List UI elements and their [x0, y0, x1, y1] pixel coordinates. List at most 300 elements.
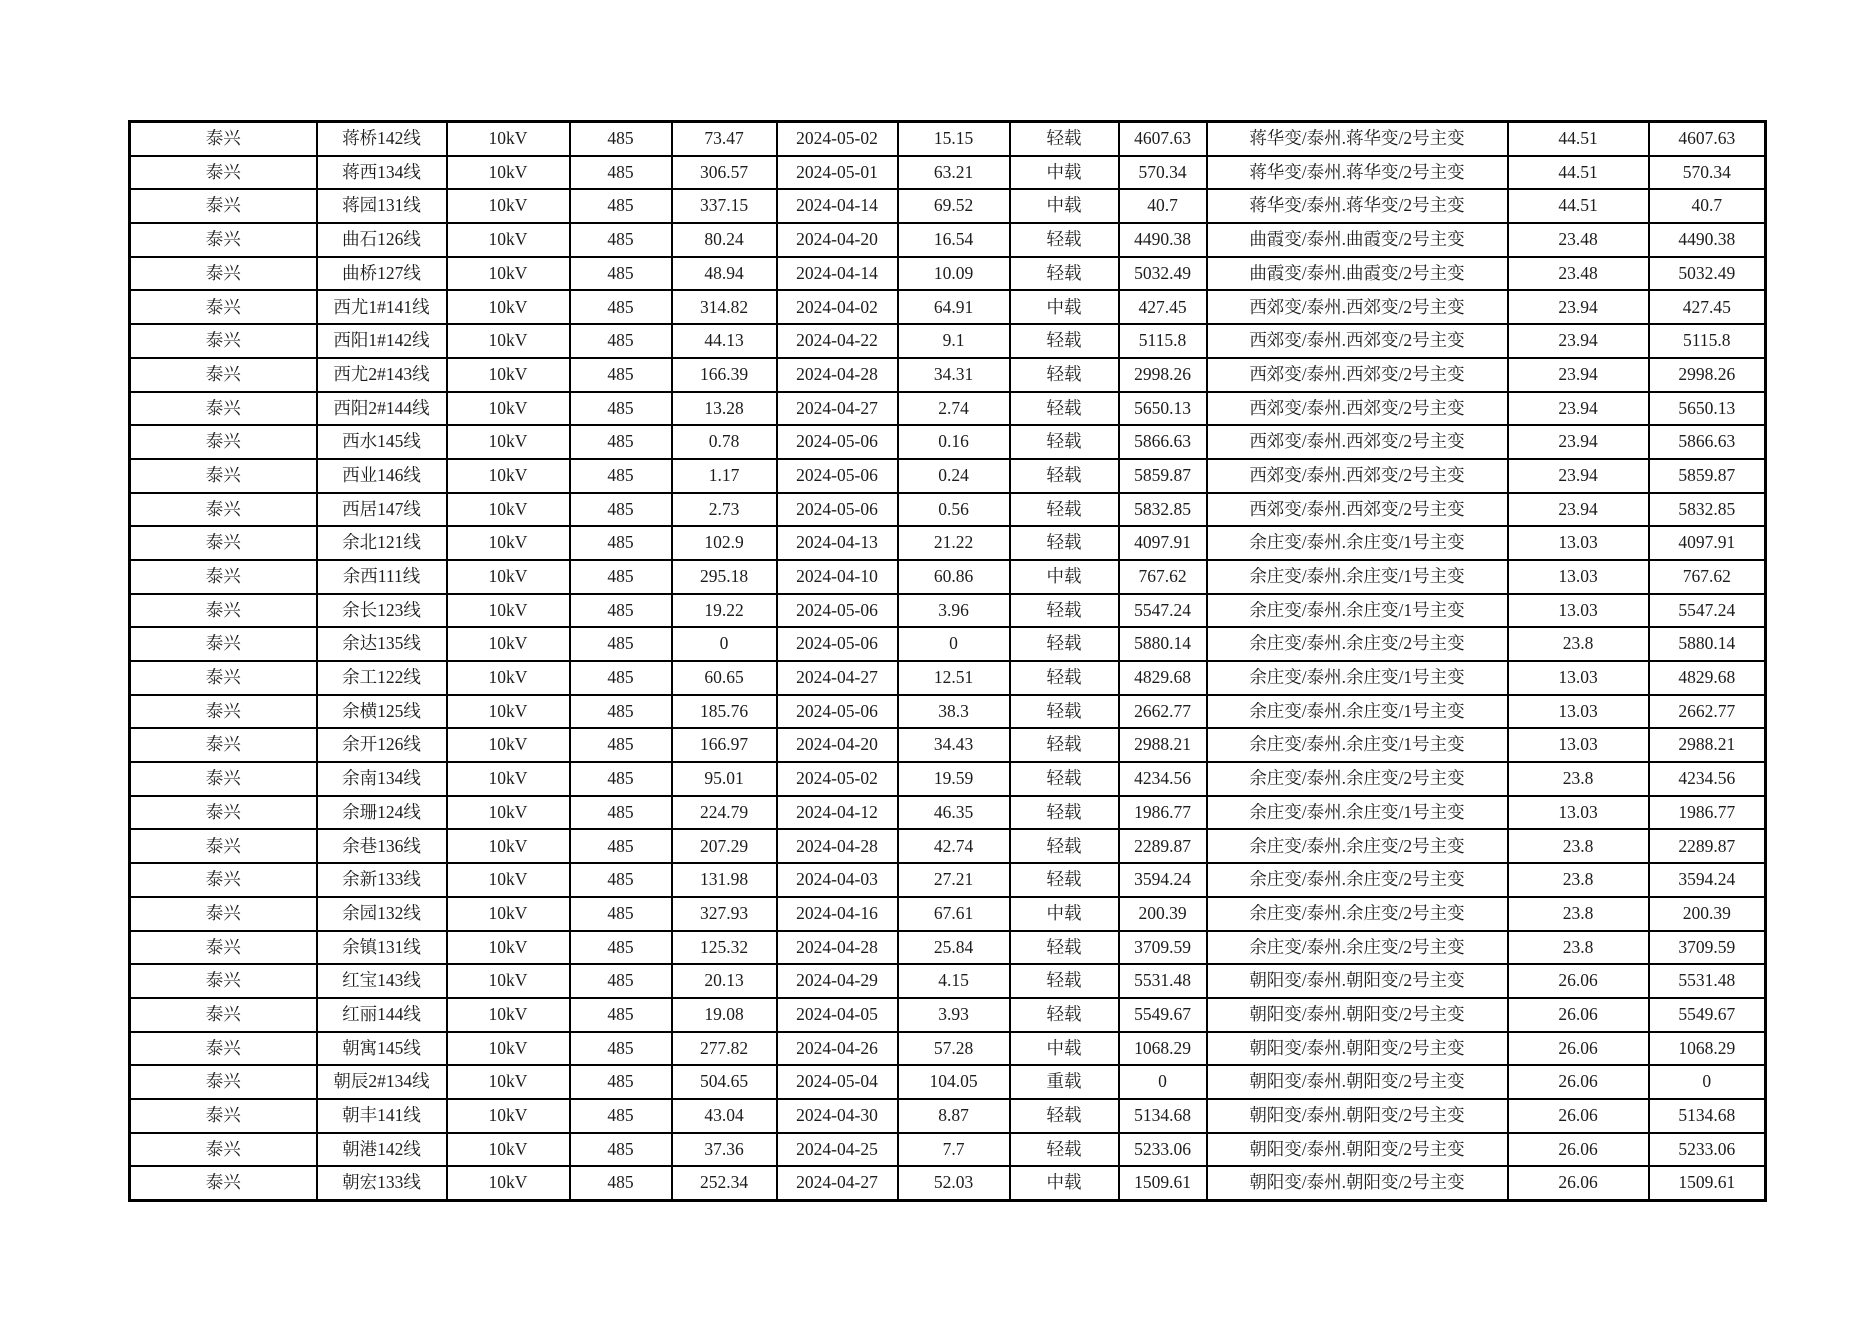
cell-load-rate: 19.59 — [898, 762, 1010, 796]
table-row — [130, 863, 1766, 897]
cell-transformer-load-rate: 23.94 — [1508, 290, 1649, 324]
cell-feeder-id: 485 — [570, 156, 672, 190]
cell-line-name: 余西111线 — [317, 560, 447, 594]
cell-transformer-load-rate: 23.94 — [1508, 392, 1649, 426]
cell-load-rate: 67.61 — [898, 897, 1010, 931]
cell-transformer-margin: 5032.49 — [1649, 257, 1766, 291]
cell-line-name: 余镇131线 — [317, 931, 447, 965]
cell-transformer-margin: 0 — [1649, 1065, 1766, 1099]
cell-date: 2024-04-13 — [777, 526, 898, 560]
table-row — [130, 257, 1766, 291]
cell-load-status: 轻载 — [1010, 863, 1119, 897]
cell-transformer-margin: 3594.24 — [1649, 863, 1766, 897]
cell-load-status: 重载 — [1010, 1065, 1119, 1099]
cell-city: 泰兴 — [130, 762, 317, 796]
cell-city: 泰兴 — [130, 358, 317, 392]
cell-voltage: 10kV — [447, 156, 570, 190]
cell-transformer-margin: 4607.63 — [1649, 122, 1766, 156]
cell-transformer-margin: 5866.63 — [1649, 425, 1766, 459]
cell-margin-value: 767.62 — [1119, 560, 1207, 594]
cell-power-value: 295.18 — [672, 560, 777, 594]
cell-margin-value: 4490.38 — [1119, 223, 1207, 257]
cell-margin-value: 5233.06 — [1119, 1133, 1207, 1167]
cell-transformer-path: 朝阳变/泰州.朝阳变/2号主变 — [1207, 998, 1508, 1032]
cell-load-rate: 52.03 — [898, 1166, 1010, 1200]
cell-city: 泰兴 — [130, 156, 317, 190]
cell-power-value: 314.82 — [672, 290, 777, 324]
cell-load-rate: 12.51 — [898, 661, 1010, 695]
cell-power-value: 131.98 — [672, 863, 777, 897]
cell-margin-value: 5880.14 — [1119, 627, 1207, 661]
cell-date: 2024-04-14 — [777, 189, 898, 223]
cell-voltage: 10kV — [447, 661, 570, 695]
cell-date: 2024-04-20 — [777, 223, 898, 257]
cell-line-name: 朝辰2#134线 — [317, 1065, 447, 1099]
cell-margin-value: 2998.26 — [1119, 358, 1207, 392]
table-row — [130, 998, 1766, 1032]
cell-load-status: 轻载 — [1010, 964, 1119, 998]
cell-line-name: 蒋园131线 — [317, 189, 447, 223]
table-row — [130, 897, 1766, 931]
cell-margin-value: 200.39 — [1119, 897, 1207, 931]
cell-transformer-margin: 2998.26 — [1649, 358, 1766, 392]
cell-feeder-id: 485 — [570, 1133, 672, 1167]
cell-feeder-id: 485 — [570, 863, 672, 897]
cell-load-rate: 0 — [898, 627, 1010, 661]
cell-city: 泰兴 — [130, 526, 317, 560]
cell-transformer-path: 朝阳变/泰州.朝阳变/2号主变 — [1207, 1133, 1508, 1167]
cell-margin-value: 0 — [1119, 1065, 1207, 1099]
cell-date: 2024-04-05 — [777, 998, 898, 1032]
cell-feeder-id: 485 — [570, 796, 672, 830]
cell-margin-value: 5866.63 — [1119, 425, 1207, 459]
cell-load-status: 轻载 — [1010, 122, 1119, 156]
cell-margin-value: 1509.61 — [1119, 1166, 1207, 1200]
cell-transformer-path: 西郊变/泰州.西郊变/2号主变 — [1207, 493, 1508, 527]
cell-date: 2024-04-28 — [777, 358, 898, 392]
cell-load-rate: 46.35 — [898, 796, 1010, 830]
cell-city: 泰兴 — [130, 257, 317, 291]
cell-load-rate: 21.22 — [898, 526, 1010, 560]
cell-voltage: 10kV — [447, 526, 570, 560]
cell-load-status: 轻载 — [1010, 998, 1119, 1032]
cell-transformer-path: 余庄变/泰州.余庄变/1号主变 — [1207, 560, 1508, 594]
cell-date: 2024-04-14 — [777, 257, 898, 291]
cell-transformer-margin: 5531.48 — [1649, 964, 1766, 998]
table-row — [130, 661, 1766, 695]
cell-voltage: 10kV — [447, 459, 570, 493]
cell-line-name: 余长123线 — [317, 594, 447, 628]
cell-voltage: 10kV — [447, 1032, 570, 1066]
cell-power-value: 277.82 — [672, 1032, 777, 1066]
cell-voltage: 10kV — [447, 290, 570, 324]
cell-transformer-load-rate: 13.03 — [1508, 560, 1649, 594]
table-row — [130, 796, 1766, 830]
cell-city: 泰兴 — [130, 1099, 317, 1133]
cell-voltage: 10kV — [447, 493, 570, 527]
cell-date: 2024-04-27 — [777, 392, 898, 426]
cell-load-status: 中载 — [1010, 290, 1119, 324]
cell-load-status: 中载 — [1010, 560, 1119, 594]
cell-voltage: 10kV — [447, 560, 570, 594]
cell-margin-value: 3709.59 — [1119, 931, 1207, 965]
cell-city: 泰兴 — [130, 392, 317, 426]
cell-transformer-margin: 4829.68 — [1649, 661, 1766, 695]
cell-margin-value: 1068.29 — [1119, 1032, 1207, 1066]
table-row — [130, 695, 1766, 729]
cell-load-status: 轻载 — [1010, 661, 1119, 695]
cell-feeder-id: 485 — [570, 122, 672, 156]
cell-load-rate: 15.15 — [898, 122, 1010, 156]
cell-city: 泰兴 — [130, 223, 317, 257]
cell-date: 2024-04-30 — [777, 1099, 898, 1133]
cell-power-value: 327.93 — [672, 897, 777, 931]
cell-transformer-path: 蒋华变/泰州.蒋华变/2号主变 — [1207, 189, 1508, 223]
cell-voltage: 10kV — [447, 863, 570, 897]
cell-voltage: 10kV — [447, 829, 570, 863]
cell-voltage: 10kV — [447, 324, 570, 358]
cell-margin-value: 2988.21 — [1119, 728, 1207, 762]
cell-transformer-margin: 570.34 — [1649, 156, 1766, 190]
cell-transformer-path: 余庄变/泰州.余庄变/2号主变 — [1207, 897, 1508, 931]
table-row — [130, 122, 1766, 156]
cell-transformer-path: 朝阳变/泰州.朝阳变/2号主变 — [1207, 964, 1508, 998]
cell-line-name: 余横125线 — [317, 695, 447, 729]
cell-voltage: 10kV — [447, 762, 570, 796]
cell-load-rate: 0.16 — [898, 425, 1010, 459]
cell-transformer-load-rate: 23.48 — [1508, 257, 1649, 291]
cell-transformer-path: 西郊变/泰州.西郊变/2号主变 — [1207, 324, 1508, 358]
cell-transformer-path: 曲霞变/泰州.曲霞变/2号主变 — [1207, 223, 1508, 257]
cell-load-rate: 2.74 — [898, 392, 1010, 426]
cell-line-name: 红丽144线 — [317, 998, 447, 1032]
cell-transformer-path: 西郊变/泰州.西郊变/2号主变 — [1207, 459, 1508, 493]
cell-margin-value: 4829.68 — [1119, 661, 1207, 695]
cell-line-name: 余工122线 — [317, 661, 447, 695]
cell-load-rate: 9.1 — [898, 324, 1010, 358]
cell-load-status: 轻载 — [1010, 931, 1119, 965]
cell-transformer-load-rate: 13.03 — [1508, 695, 1649, 729]
cell-transformer-load-rate: 44.51 — [1508, 156, 1649, 190]
cell-transformer-path: 余庄变/泰州.余庄变/2号主变 — [1207, 863, 1508, 897]
table-row — [130, 1065, 1766, 1099]
cell-feeder-id: 485 — [570, 762, 672, 796]
cell-transformer-margin: 2988.21 — [1649, 728, 1766, 762]
cell-feeder-id: 485 — [570, 392, 672, 426]
cell-feeder-id: 485 — [570, 493, 672, 527]
cell-transformer-path: 余庄变/泰州.余庄变/1号主变 — [1207, 526, 1508, 560]
cell-voltage: 10kV — [447, 728, 570, 762]
cell-power-value: 504.65 — [672, 1065, 777, 1099]
cell-voltage: 10kV — [447, 1099, 570, 1133]
cell-margin-value: 4607.63 — [1119, 122, 1207, 156]
cell-load-status: 轻载 — [1010, 695, 1119, 729]
cell-power-value: 60.65 — [672, 661, 777, 695]
cell-transformer-path: 余庄变/泰州.余庄变/2号主变 — [1207, 931, 1508, 965]
cell-feeder-id: 485 — [570, 189, 672, 223]
cell-load-status: 中载 — [1010, 1166, 1119, 1200]
cell-margin-value: 2289.87 — [1119, 829, 1207, 863]
cell-transformer-load-rate: 23.94 — [1508, 425, 1649, 459]
cell-feeder-id: 485 — [570, 1032, 672, 1066]
cell-power-value: 1.17 — [672, 459, 777, 493]
cell-load-rate: 64.91 — [898, 290, 1010, 324]
cell-city: 泰兴 — [130, 1065, 317, 1099]
cell-margin-value: 3594.24 — [1119, 863, 1207, 897]
cell-line-name: 曲桥127线 — [317, 257, 447, 291]
cell-power-value: 20.13 — [672, 964, 777, 998]
cell-line-name: 朝丰141线 — [317, 1099, 447, 1133]
cell-transformer-load-rate: 23.8 — [1508, 762, 1649, 796]
cell-city: 泰兴 — [130, 560, 317, 594]
cell-transformer-margin: 3709.59 — [1649, 931, 1766, 965]
cell-power-value: 13.28 — [672, 392, 777, 426]
cell-line-name: 余北121线 — [317, 526, 447, 560]
cell-feeder-id: 485 — [570, 1166, 672, 1200]
cell-voltage: 10kV — [447, 122, 570, 156]
cell-voltage: 10kV — [447, 695, 570, 729]
cell-date: 2024-04-16 — [777, 897, 898, 931]
cell-transformer-margin: 4490.38 — [1649, 223, 1766, 257]
cell-transformer-margin: 1986.77 — [1649, 796, 1766, 830]
cell-voltage: 10kV — [447, 627, 570, 661]
cell-transformer-load-rate: 13.03 — [1508, 661, 1649, 695]
cell-transformer-load-rate: 23.8 — [1508, 627, 1649, 661]
cell-load-rate: 38.3 — [898, 695, 1010, 729]
cell-transformer-path: 朝阳变/泰州.朝阳变/2号主变 — [1207, 1166, 1508, 1200]
cell-line-name: 余珊124线 — [317, 796, 447, 830]
cell-load-rate: 104.05 — [898, 1065, 1010, 1099]
cell-transformer-load-rate: 26.06 — [1508, 1099, 1649, 1133]
cell-date: 2024-05-01 — [777, 156, 898, 190]
cell-date: 2024-05-02 — [777, 122, 898, 156]
cell-city: 泰兴 — [130, 122, 317, 156]
table-row — [130, 358, 1766, 392]
table-row — [130, 425, 1766, 459]
cell-transformer-load-rate: 26.06 — [1508, 1065, 1649, 1099]
cell-load-status: 中载 — [1010, 156, 1119, 190]
cell-load-status: 轻载 — [1010, 526, 1119, 560]
cell-feeder-id: 485 — [570, 324, 672, 358]
cell-load-rate: 34.31 — [898, 358, 1010, 392]
cell-margin-value: 1986.77 — [1119, 796, 1207, 830]
cell-load-status: 轻载 — [1010, 594, 1119, 628]
cell-transformer-path: 西郊变/泰州.西郊变/2号主变 — [1207, 425, 1508, 459]
cell-transformer-margin: 40.7 — [1649, 189, 1766, 223]
table-body — [130, 122, 1766, 1201]
cell-date: 2024-05-06 — [777, 493, 898, 527]
cell-transformer-path: 余庄变/泰州.余庄变/1号主变 — [1207, 728, 1508, 762]
cell-transformer-load-rate: 26.06 — [1508, 1133, 1649, 1167]
cell-date: 2024-04-25 — [777, 1133, 898, 1167]
cell-transformer-margin: 5880.14 — [1649, 627, 1766, 661]
cell-transformer-load-rate: 44.51 — [1508, 122, 1649, 156]
cell-line-name: 西水145线 — [317, 425, 447, 459]
cell-load-rate: 0.24 — [898, 459, 1010, 493]
table-row — [130, 1166, 1766, 1200]
cell-load-rate: 3.96 — [898, 594, 1010, 628]
cell-feeder-id: 485 — [570, 1065, 672, 1099]
cell-city: 泰兴 — [130, 998, 317, 1032]
cell-line-name: 西尤1#141线 — [317, 290, 447, 324]
cell-transformer-margin: 1068.29 — [1649, 1032, 1766, 1066]
table-row — [130, 762, 1766, 796]
table-row — [130, 964, 1766, 998]
cell-transformer-load-rate: 13.03 — [1508, 796, 1649, 830]
cell-feeder-id: 485 — [570, 560, 672, 594]
cell-feeder-id: 485 — [570, 695, 672, 729]
cell-transformer-path: 余庄变/泰州.余庄变/1号主变 — [1207, 661, 1508, 695]
cell-date: 2024-05-06 — [777, 594, 898, 628]
table-row — [130, 324, 1766, 358]
cell-margin-value: 5859.87 — [1119, 459, 1207, 493]
cell-load-status: 轻载 — [1010, 829, 1119, 863]
cell-voltage: 10kV — [447, 257, 570, 291]
cell-power-value: 43.04 — [672, 1099, 777, 1133]
cell-load-status: 轻载 — [1010, 392, 1119, 426]
cell-date: 2024-05-06 — [777, 459, 898, 493]
cell-load-status: 轻载 — [1010, 459, 1119, 493]
table-row — [130, 931, 1766, 965]
cell-date: 2024-05-06 — [777, 425, 898, 459]
cell-transformer-load-rate: 26.06 — [1508, 964, 1649, 998]
cell-transformer-path: 朝阳变/泰州.朝阳变/2号主变 — [1207, 1065, 1508, 1099]
cell-transformer-margin: 5233.06 — [1649, 1133, 1766, 1167]
cell-city: 泰兴 — [130, 796, 317, 830]
cell-transformer-load-rate: 44.51 — [1508, 189, 1649, 223]
cell-feeder-id: 485 — [570, 358, 672, 392]
cell-power-value: 125.32 — [672, 931, 777, 965]
cell-power-value: 2.73 — [672, 493, 777, 527]
cell-transformer-load-rate: 13.03 — [1508, 728, 1649, 762]
cell-voltage: 10kV — [447, 358, 570, 392]
cell-date: 2024-05-04 — [777, 1065, 898, 1099]
cell-load-status: 中载 — [1010, 897, 1119, 931]
cell-line-name: 西业146线 — [317, 459, 447, 493]
cell-feeder-id: 485 — [570, 897, 672, 931]
cell-load-status: 轻载 — [1010, 796, 1119, 830]
cell-city: 泰兴 — [130, 1166, 317, 1200]
cell-load-status: 轻载 — [1010, 1099, 1119, 1133]
cell-feeder-id: 485 — [570, 290, 672, 324]
cell-city: 泰兴 — [130, 290, 317, 324]
cell-transformer-load-rate: 23.94 — [1508, 459, 1649, 493]
cell-load-status: 轻载 — [1010, 728, 1119, 762]
cell-feeder-id: 485 — [570, 998, 672, 1032]
cell-margin-value: 5032.49 — [1119, 257, 1207, 291]
table-row — [130, 829, 1766, 863]
table-row — [130, 156, 1766, 190]
table-row — [130, 1099, 1766, 1133]
cell-load-rate: 3.93 — [898, 998, 1010, 1032]
table-row — [130, 728, 1766, 762]
cell-transformer-margin: 767.62 — [1649, 560, 1766, 594]
cell-transformer-path: 余庄变/泰州.余庄变/1号主变 — [1207, 594, 1508, 628]
cell-transformer-load-rate: 23.48 — [1508, 223, 1649, 257]
cell-date: 2024-04-10 — [777, 560, 898, 594]
cell-voltage: 10kV — [447, 392, 570, 426]
cell-line-name: 余园132线 — [317, 897, 447, 931]
cell-power-value: 37.36 — [672, 1133, 777, 1167]
cell-transformer-path: 余庄变/泰州.余庄变/2号主变 — [1207, 762, 1508, 796]
cell-date: 2024-04-28 — [777, 829, 898, 863]
cell-power-value: 166.97 — [672, 728, 777, 762]
cell-voltage: 10kV — [447, 998, 570, 1032]
cell-transformer-path: 余庄变/泰州.余庄变/2号主变 — [1207, 829, 1508, 863]
cell-feeder-id: 485 — [570, 459, 672, 493]
cell-feeder-id: 485 — [570, 931, 672, 965]
cell-load-rate: 57.28 — [898, 1032, 1010, 1066]
cell-line-name: 蒋西134线 — [317, 156, 447, 190]
table-row — [130, 594, 1766, 628]
cell-date: 2024-04-26 — [777, 1032, 898, 1066]
cell-load-status: 轻载 — [1010, 493, 1119, 527]
cell-city: 泰兴 — [130, 324, 317, 358]
cell-feeder-id: 485 — [570, 223, 672, 257]
cell-transformer-path: 西郊变/泰州.西郊变/2号主变 — [1207, 358, 1508, 392]
cell-transformer-load-rate: 23.8 — [1508, 829, 1649, 863]
cell-transformer-load-rate: 23.94 — [1508, 324, 1649, 358]
cell-power-value: 44.13 — [672, 324, 777, 358]
cell-feeder-id: 485 — [570, 964, 672, 998]
cell-city: 泰兴 — [130, 863, 317, 897]
cell-transformer-margin: 4097.91 — [1649, 526, 1766, 560]
cell-power-value: 337.15 — [672, 189, 777, 223]
cell-feeder-id: 485 — [570, 425, 672, 459]
cell-load-rate: 8.87 — [898, 1099, 1010, 1133]
cell-load-rate: 10.09 — [898, 257, 1010, 291]
table-row — [130, 223, 1766, 257]
cell-load-status: 中载 — [1010, 189, 1119, 223]
cell-city: 泰兴 — [130, 594, 317, 628]
cell-transformer-margin: 5549.67 — [1649, 998, 1766, 1032]
cell-line-name: 余巷136线 — [317, 829, 447, 863]
cell-power-value: 48.94 — [672, 257, 777, 291]
cell-voltage: 10kV — [447, 964, 570, 998]
cell-city: 泰兴 — [130, 1133, 317, 1167]
cell-power-value: 166.39 — [672, 358, 777, 392]
cell-voltage: 10kV — [447, 1166, 570, 1200]
cell-voltage: 10kV — [447, 897, 570, 931]
cell-city: 泰兴 — [130, 964, 317, 998]
cell-transformer-margin: 5832.85 — [1649, 493, 1766, 527]
cell-power-value: 80.24 — [672, 223, 777, 257]
cell-margin-value: 5650.13 — [1119, 392, 1207, 426]
cell-transformer-load-rate: 23.8 — [1508, 863, 1649, 897]
cell-load-rate: 34.43 — [898, 728, 1010, 762]
cell-power-value: 102.9 — [672, 526, 777, 560]
cell-load-status: 轻载 — [1010, 324, 1119, 358]
cell-line-name: 余达135线 — [317, 627, 447, 661]
cell-city: 泰兴 — [130, 493, 317, 527]
cell-voltage: 10kV — [447, 1065, 570, 1099]
cell-load-rate: 60.86 — [898, 560, 1010, 594]
cell-transformer-load-rate: 26.06 — [1508, 998, 1649, 1032]
cell-transformer-path: 朝阳变/泰州.朝阳变/2号主变 — [1207, 1032, 1508, 1066]
cell-line-name: 西居147线 — [317, 493, 447, 527]
cell-transformer-margin: 1509.61 — [1649, 1166, 1766, 1200]
cell-margin-value: 427.45 — [1119, 290, 1207, 324]
table-row — [130, 627, 1766, 661]
cell-feeder-id: 485 — [570, 728, 672, 762]
cell-load-status: 轻载 — [1010, 358, 1119, 392]
cell-city: 泰兴 — [130, 627, 317, 661]
cell-date: 2024-04-22 — [777, 324, 898, 358]
cell-power-value: 0.78 — [672, 425, 777, 459]
cell-margin-value: 40.7 — [1119, 189, 1207, 223]
cell-feeder-id: 485 — [570, 829, 672, 863]
cell-power-value: 0 — [672, 627, 777, 661]
